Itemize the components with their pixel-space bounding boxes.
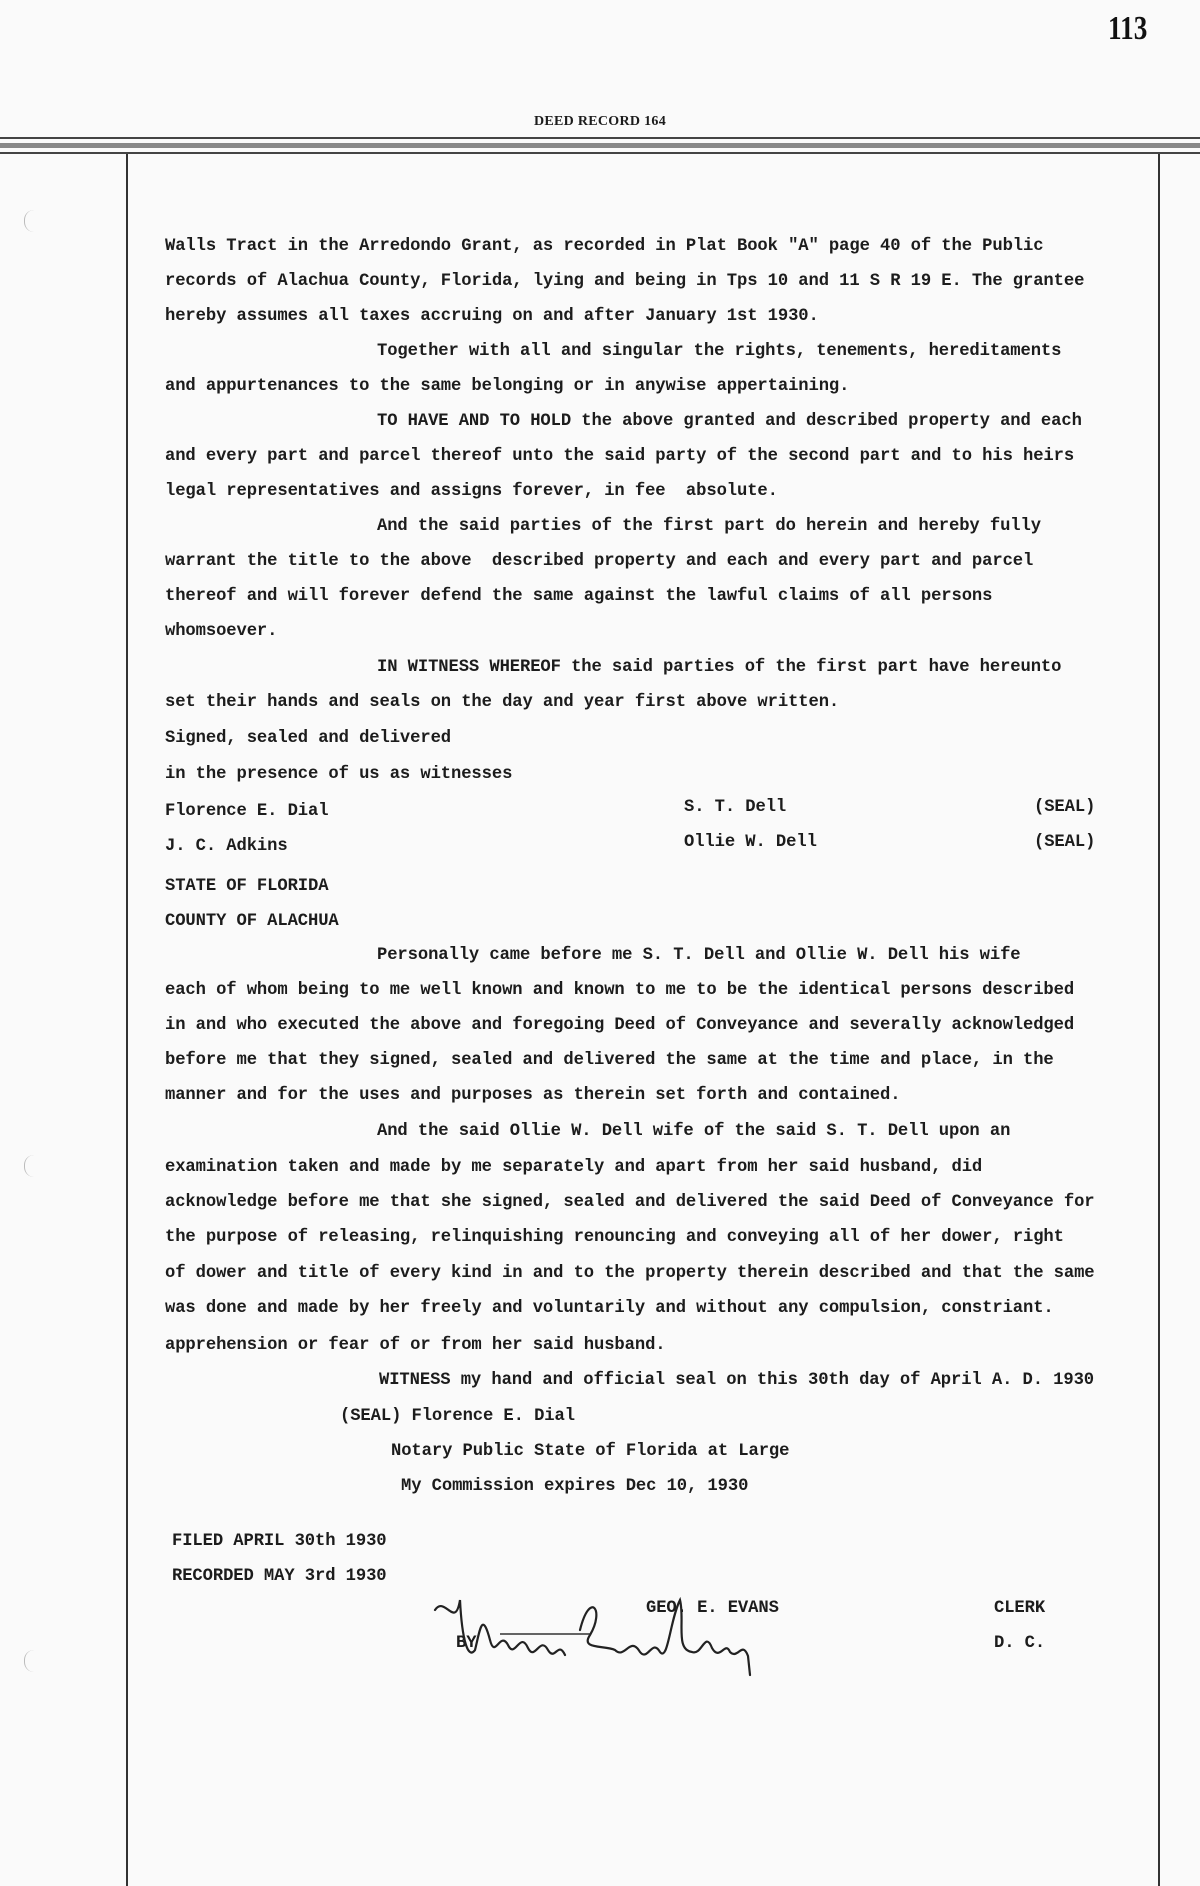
- header-rule: [0, 137, 1200, 139]
- seal-label: (SEAL): [1034, 833, 1096, 852]
- notary-title: Notary Public State of Florida at Large: [391, 1442, 790, 1461]
- filed-date: FILED APRIL 30th 1930: [172, 1532, 387, 1551]
- text-line: And the said Ollie W. Dell wife of the said S. T. Dell upon an: [377, 1122, 1011, 1141]
- text-line: Together with all and singular the rights, tenements, hereditaments: [377, 342, 1062, 361]
- text-line: in and who executed the above and foregoing Deed of Conveyance and severally acknowledged: [165, 1016, 1075, 1035]
- witness-name: Florence E. Dial: [165, 802, 329, 821]
- clerk-title: CLERK: [994, 1599, 1046, 1618]
- notary-seal-name: (SEAL) Florence E. Dial: [340, 1407, 575, 1426]
- text-line: apprehension or fear of or from her said husband.: [165, 1336, 666, 1355]
- text-line: Signed, sealed and delivered: [165, 729, 451, 748]
- text-line: thereof and will forever defend the same against the lawful claims of all persons: [165, 587, 993, 606]
- text-line: in the presence of us as witnesses: [165, 765, 513, 784]
- text-line: legal representatives and assigns forever, in fee absolute.: [165, 482, 778, 501]
- witness-name: J. C. Adkins: [165, 837, 288, 856]
- text-line: Personally came before me S. T. Dell and Ollie W. Dell his wife: [377, 946, 1021, 965]
- text-line: whomsoever.: [165, 622, 278, 641]
- header-rule: [0, 152, 1200, 154]
- text-line: set their hands and seals on the day and year first above written.: [165, 693, 840, 712]
- county-heading: COUNTY OF ALACHUA: [165, 912, 339, 931]
- right-margin-line: [1158, 154, 1160, 1886]
- text-line: and every part and parcel thereof unto the said party of the second part and to his heirs: [165, 447, 1075, 466]
- text-line: manner and for the uses and purposes as therein set forth and contained.: [165, 1086, 901, 1105]
- clerk-name: GEO. E. EVANS: [646, 1599, 779, 1618]
- text-line: the purpose of releasing, relinquishing renouncing and conveying all of her dower, right: [165, 1228, 1064, 1247]
- notary-commission: My Commission expires Dec 10, 1930: [401, 1477, 749, 1496]
- grantor-name: Ollie W. Dell: [684, 833, 817, 852]
- seal-label: (SEAL): [1034, 798, 1096, 817]
- text-line: And the said parties of the first part do herein and hereby fully: [377, 517, 1041, 536]
- page-number: 113: [1108, 10, 1148, 47]
- text-line: IN WITNESS WHEREOF the said parties of the first part have hereunto: [377, 658, 1062, 677]
- text-line: was done and made by her freely and voluntarily and without any compulsion, constriant.: [165, 1299, 1054, 1318]
- text-line: Walls Tract in the Arredondo Grant, as recorded in Plat Book "A" page 40 of the Public: [165, 237, 1044, 256]
- text-line: examination taken and made by me separately and apart from her said husband, did: [165, 1158, 983, 1177]
- text-line: and appurtenances to the same belonging or in anywise appertaining.: [165, 377, 850, 396]
- binding-hole: [24, 1650, 39, 1672]
- text-line: before me that they signed, sealed and delivered the same at the time and place, in the: [165, 1051, 1054, 1070]
- text-line: each of whom being to me well known and known to me to be the identical persons described: [165, 981, 1075, 1000]
- text-line: WITNESS my hand and official seal on this 30th day of April A. D. 1930: [379, 1371, 1094, 1390]
- binding-hole: [24, 1155, 39, 1177]
- binding-hole: [24, 210, 39, 232]
- text-line: acknowledge before me that she signed, sealed and delivered the said Deed of Conveyance for: [165, 1193, 1095, 1212]
- text-line: of dower and title of every kind in and to the property therein described and that the same: [165, 1264, 1095, 1283]
- left-margin-line: [126, 154, 128, 1886]
- text-line: warrant the title to the above described property and each and every part and parcel: [165, 552, 1034, 571]
- by-label: BY: [456, 1634, 477, 1653]
- header-rule: [0, 143, 1200, 148]
- grantor-name: S. T. Dell: [684, 798, 787, 817]
- text-line: records of Alachua County, Florida, lying and being in Tps 10 and 11 S R 19 E. The grantee: [165, 272, 1085, 291]
- text-line: hereby assumes all taxes accruing on and after January 1st 1930.: [165, 307, 819, 326]
- deputy-signature: [430, 1590, 830, 1680]
- text-line: TO HAVE AND TO HOLD the above granted and described property and each: [377, 412, 1082, 431]
- state-heading: STATE OF FLORIDA: [165, 877, 329, 896]
- recorded-date: RECORDED MAY 3rd 1930: [172, 1567, 387, 1586]
- deputy-clerk-label: D. C.: [994, 1634, 1046, 1653]
- record-header: DEED RECORD 164: [533, 114, 667, 129]
